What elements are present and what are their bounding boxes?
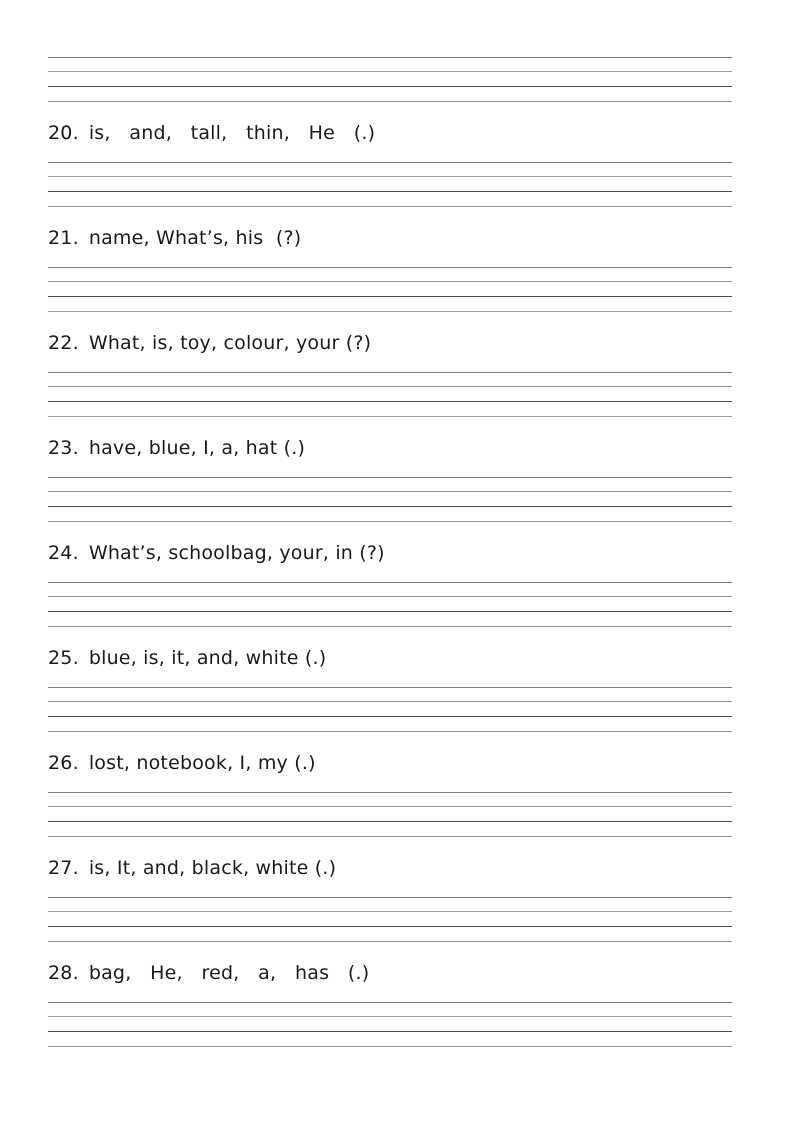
question-number: 26. [48, 752, 79, 774]
question-prompt: What, is, toy, colour, your (?) [88, 332, 372, 354]
question-number: 21. [48, 227, 79, 249]
writing-line [48, 1046, 732, 1047]
writing-lines-25[interactable] [48, 687, 732, 732]
question-prompt: blue, is, it, and, white (.) [88, 647, 327, 669]
question-prompt: bag, He, red, a, has (.) [88, 962, 370, 984]
question-number: 20. [48, 122, 79, 144]
writing-line [48, 687, 732, 688]
writing-line [48, 806, 732, 807]
writing-line [48, 57, 732, 58]
question-prompt: have, blue, I, a, hat (.) [88, 437, 306, 459]
writing-lines-22[interactable] [48, 372, 732, 417]
writing-line [48, 71, 732, 72]
writing-line [48, 716, 732, 717]
writing-line [48, 401, 732, 402]
writing-line [48, 191, 732, 192]
question-26 [48, 750, 316, 776]
writing-line [48, 491, 732, 492]
writing-line [48, 311, 732, 312]
question-prompt: name, What’s, his (?) [88, 227, 302, 249]
writing-line [48, 372, 732, 373]
question-number: 24. [48, 542, 79, 564]
question-prompt: is, It, and, black, white (.) [88, 857, 337, 879]
question-24 [48, 540, 385, 566]
writing-line [48, 701, 732, 702]
writing-line [48, 626, 732, 627]
question-25 [48, 645, 326, 671]
question-23 [48, 435, 305, 461]
writing-line [48, 897, 732, 898]
question-prompt: What’s, schoolbag, your, in (?) [88, 542, 385, 564]
writing-line [48, 477, 732, 478]
question-22 [48, 330, 371, 356]
writing-line [48, 162, 732, 163]
question-number: 22. [48, 332, 79, 354]
writing-line [48, 101, 732, 102]
writing-lines-26[interactable] [48, 792, 732, 837]
writing-line [48, 611, 732, 612]
writing-line [48, 296, 732, 297]
writing-line [48, 792, 732, 793]
writing-line [48, 267, 732, 268]
question-number: 27. [48, 857, 79, 879]
writing-line [48, 386, 732, 387]
writing-line [48, 206, 732, 207]
writing-lines-20[interactable] [48, 162, 732, 207]
writing-line [48, 281, 732, 282]
writing-line [48, 86, 732, 87]
writing-line [48, 582, 732, 583]
writing-line [48, 926, 732, 927]
writing-line [48, 1016, 732, 1017]
writing-lines-top[interactable] [48, 57, 732, 102]
writing-lines-27[interactable] [48, 897, 732, 942]
writing-line [48, 1002, 732, 1003]
writing-lines-24[interactable] [48, 582, 732, 627]
writing-line [48, 176, 732, 177]
writing-line [48, 521, 732, 522]
question-21 [48, 225, 301, 251]
writing-line [48, 821, 732, 822]
writing-lines-21[interactable] [48, 267, 732, 312]
question-27 [48, 855, 336, 881]
writing-line [48, 836, 732, 837]
writing-line [48, 506, 732, 507]
writing-lines-23[interactable] [48, 477, 732, 522]
question-28 [48, 960, 369, 986]
writing-line [48, 596, 732, 597]
writing-line [48, 1031, 732, 1032]
question-prompt: lost, notebook, I, my (.) [88, 752, 316, 774]
question-number: 28. [48, 962, 79, 984]
question-number: 25. [48, 647, 79, 669]
question-number: 23. [48, 437, 79, 459]
writing-line [48, 911, 732, 912]
question-prompt: is, and, tall, thin, He (.) [88, 122, 376, 144]
question-20 [48, 120, 375, 146]
writing-line [48, 731, 732, 732]
writing-lines-28[interactable] [48, 1002, 732, 1047]
writing-line [48, 416, 732, 417]
writing-line [48, 941, 732, 942]
